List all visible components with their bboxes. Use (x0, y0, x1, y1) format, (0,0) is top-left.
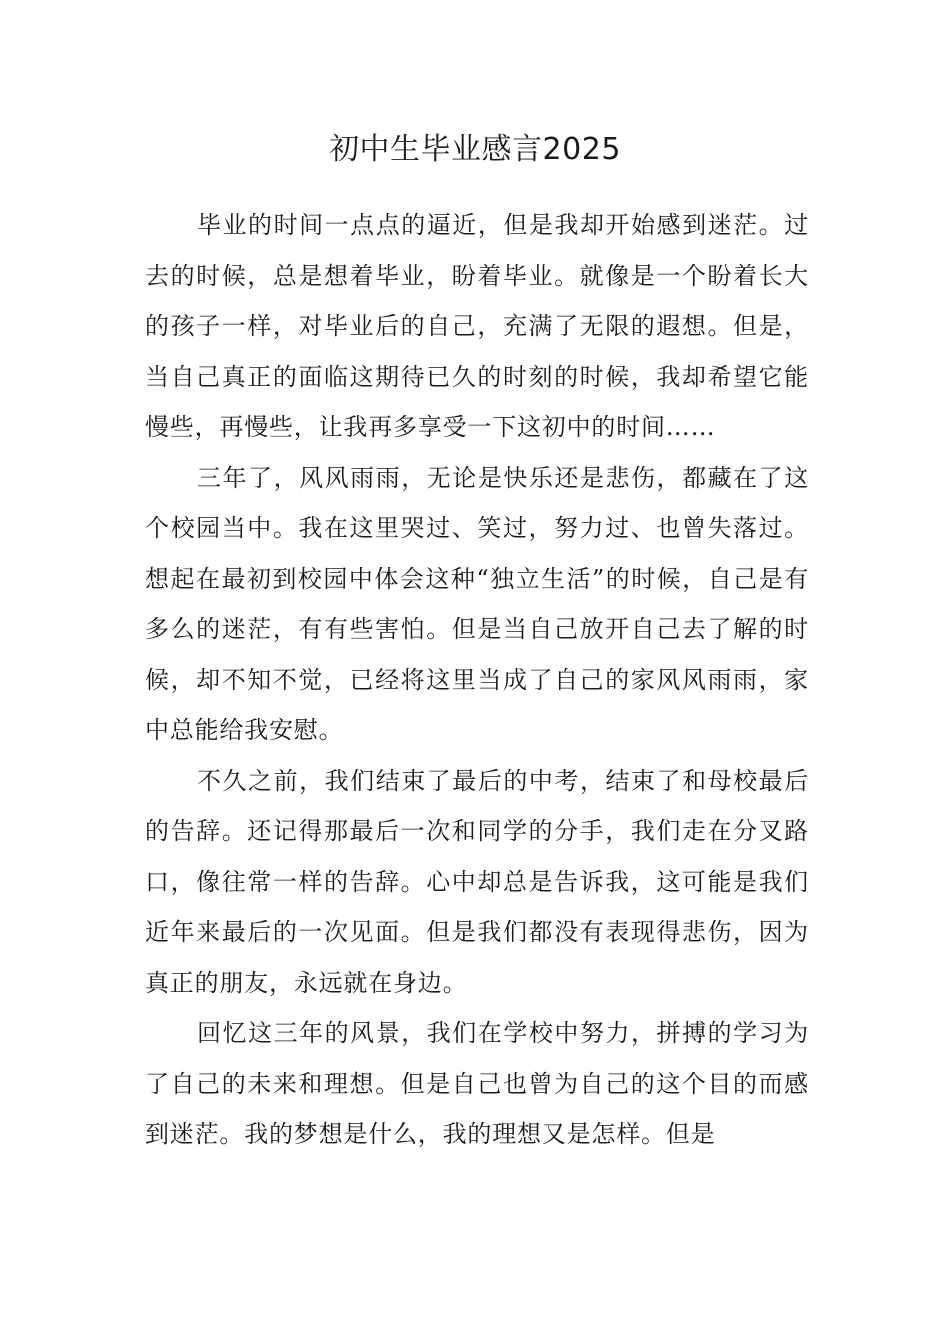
paragraph-2: 三年了，风风雨雨，无论是快乐还是悲伤，都藏在了这个校园当中。我在这里哭过、笑过，努力过、也曾失落过。想起在最初到校园中体会这种“独立生活”的时候，自己是有多么的迷茫，有有些害怕。但是当自己放开自己去了解的时候，却不知不觉，已经将这里当成了自己的家风风雨雨，家中总能给我安慰。 (145, 463, 809, 744)
paragraph-3: 不久之前，我们结束了最后的中考，结束了和母校最后的告辞。还记得那最后一次和同学的分手，我们走在分叉路口，像往常一样的告辞。心中却总是告诉我，这可能是我们近年来最后的一次见面。但是我们都没有表现得悲伤，因为真正的朋友，永远就在身边。 (145, 766, 809, 997)
paragraph-1: 毕业的时间一点点的逼近，但是我却开始感到迷茫。过去的时候，总是想着毕业，盼着毕业。就像是一个盼着长大的孩子一样，对毕业后的自己，充满了无限的遐想。但是，当自己真正的面临这期待已久的时刻的时候，我却希望它能慢些，再慢些，让我再多享受一下这初中的时间…… (145, 211, 809, 441)
paragraph-4: 回忆这三年的风景，我们在学校中努力，拼搏的学习为了自己的未来和理想。但是自己也曾为自己的这个目的而感到迷茫。我的梦想是什么，我的理想又是怎样。但是 (145, 1019, 809, 1148)
document-body (145, 200, 809, 1160)
document-title: 初中生毕业感言2025 (329, 132, 621, 167)
